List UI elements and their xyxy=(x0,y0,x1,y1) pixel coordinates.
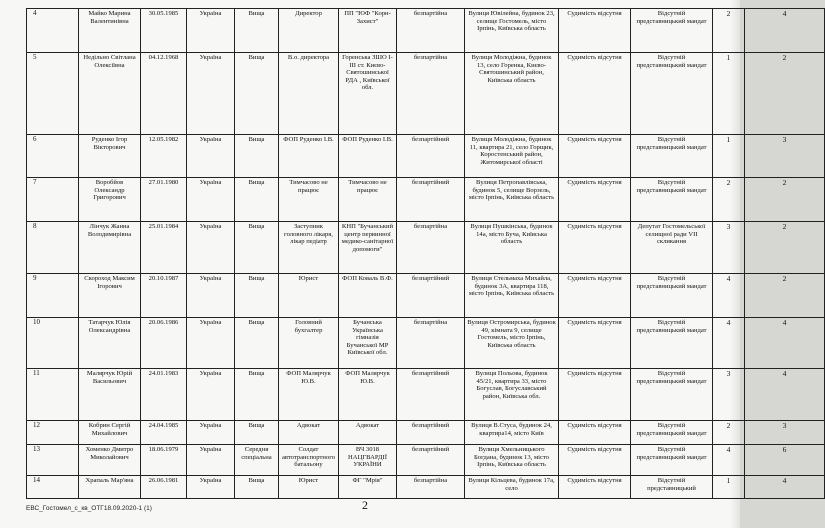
cell-count-1: 4 xyxy=(713,445,745,476)
cell-position: Тимчасово не працює xyxy=(279,178,339,222)
cell-number: 9 xyxy=(27,274,79,318)
cell-count-1: 2 xyxy=(713,421,745,445)
cell-count-1: 4 xyxy=(713,318,745,369)
candidates-table-wrap xyxy=(26,8,787,499)
cell-number: 6 xyxy=(27,135,79,178)
cell-workplace: Адвокат xyxy=(339,421,397,445)
page-number: 2 xyxy=(362,498,368,512)
table-row xyxy=(27,369,825,421)
cell-number: 12 xyxy=(27,421,79,445)
table-row xyxy=(27,274,825,318)
cell-workplace: Бучанська Українська гімназія Бучанської МР Київської обл. xyxy=(339,318,397,369)
cell-education: Вища xyxy=(235,53,279,135)
cell-address: Вулиця Хмельницького Богдана, будинок 13, місто Ірпінь, Київська область xyxy=(465,445,559,476)
cell-number: 14 xyxy=(27,476,79,499)
cell-mandate: Відсутній представницький мандат xyxy=(631,318,713,369)
cell-count-1: 2 xyxy=(713,9,745,53)
cell-party: безпартійний xyxy=(397,135,465,178)
cell-address: Вулиця Кільцева, будинок 17а, село xyxy=(465,476,559,499)
cell-dob: 20.06.1986 xyxy=(141,318,187,369)
cell-citizenship: Україна xyxy=(187,274,235,318)
cell-education: Вища xyxy=(235,274,279,318)
cell-position: Юрист xyxy=(279,274,339,318)
cell-mandate: Відсутній представницький мандат xyxy=(631,178,713,222)
cell-mandate: Відсутній представницький мандат xyxy=(631,9,713,53)
table-row xyxy=(27,318,825,369)
cell-citizenship: Україна xyxy=(187,421,235,445)
cell-count-2: 3 xyxy=(745,421,825,445)
cell-address: Вулиця Ювілейна, будинок 23, селище Гостомель, місто Ірпінь, Київська область xyxy=(465,9,559,53)
cell-citizenship: Україна xyxy=(187,9,235,53)
cell-party: безпартійний xyxy=(397,369,465,421)
cell-dob: 24.01.1983 xyxy=(141,369,187,421)
cell-mandate: Відсутній представницький мандат xyxy=(631,445,713,476)
cell-party: безпартійний xyxy=(397,421,465,445)
cell-name: Малярчук Юрій Васильович xyxy=(79,369,141,421)
cell-name: Руденко Ігор Вікторович xyxy=(79,135,141,178)
cell-citizenship: Україна xyxy=(187,476,235,499)
cell-position: ФОП Руденко І.В. xyxy=(279,135,339,178)
cell-name: Недільно Світлана Олексіївна xyxy=(79,53,141,135)
cell-workplace: Тимчасово не працює xyxy=(339,178,397,222)
cell-count-2: 2 xyxy=(745,274,825,318)
cell-conviction: Судимість відсутня xyxy=(559,178,631,222)
cell-education: Вища xyxy=(235,318,279,369)
cell-position: Директор xyxy=(279,9,339,53)
cell-workplace: ФОП Руденко І.В. xyxy=(339,135,397,178)
cell-conviction: Судимість відсутня xyxy=(559,135,631,178)
cell-number: 11 xyxy=(27,369,79,421)
table-body xyxy=(27,9,825,499)
cell-position: Головний бухгалтер xyxy=(279,318,339,369)
cell-address: Вулиця Остромирська, будинок 49, кімната 9, селище Гостомель, місто Ірпінь, Київська область xyxy=(465,318,559,369)
cell-count-2: 3 xyxy=(745,135,825,178)
table-row xyxy=(27,421,825,445)
cell-party: безпартійна xyxy=(397,222,465,274)
cell-citizenship: Україна xyxy=(187,445,235,476)
cell-number: 4 xyxy=(27,9,79,53)
cell-number: 5 xyxy=(27,53,79,135)
cell-position: Юрист xyxy=(279,476,339,499)
cell-number: 7 xyxy=(27,178,79,222)
cell-conviction: Судимість відсутня xyxy=(559,318,631,369)
cell-party: безпартійний xyxy=(397,274,465,318)
cell-citizenship: Україна xyxy=(187,178,235,222)
table-row xyxy=(27,135,825,178)
cell-name: Хоменко Дмитро Миколайович xyxy=(79,445,141,476)
cell-dob: 25.01.1984 xyxy=(141,222,187,274)
cell-party: безпартійна xyxy=(397,476,465,499)
cell-education: Вища xyxy=(235,369,279,421)
cell-dob: 24.04.1985 xyxy=(141,421,187,445)
cell-citizenship: Україна xyxy=(187,53,235,135)
cell-name: Воробйов Олександр Григорович xyxy=(79,178,141,222)
table-row xyxy=(27,222,825,274)
cell-conviction: Судимість відсутня xyxy=(559,445,631,476)
cell-count-1: 1 xyxy=(713,476,745,499)
cell-number: 8 xyxy=(27,222,79,274)
cell-count-2: 4 xyxy=(745,318,825,369)
cell-education: Вища xyxy=(235,178,279,222)
cell-number: 13 xyxy=(27,445,79,476)
cell-address: Вулиця Молодіжна, будинок 13, село Горенка, Києво-Святошинський район, Київська область xyxy=(465,53,559,135)
cell-count-1: 2 xyxy=(713,178,745,222)
cell-name: Храпаль Мар'яна xyxy=(79,476,141,499)
cell-dob: 12.05.1982 xyxy=(141,135,187,178)
cell-position: Заступник головного лікаря, лікар педіатр xyxy=(279,222,339,274)
cell-dob: 27.01.1980 xyxy=(141,178,187,222)
cell-conviction: Судимість відсутня xyxy=(559,476,631,499)
candidates-table xyxy=(26,8,825,499)
cell-conviction: Судимість відсутня xyxy=(559,53,631,135)
cell-count-1: 4 xyxy=(713,274,745,318)
cell-citizenship: Україна xyxy=(187,222,235,274)
cell-dob: 04.12.1968 xyxy=(141,53,187,135)
cell-name: Татарчук Юлія Олександрівна xyxy=(79,318,141,369)
cell-education: Вища xyxy=(235,222,279,274)
cell-count-1: 3 xyxy=(713,369,745,421)
table-row xyxy=(27,445,825,476)
cell-citizenship: Україна xyxy=(187,318,235,369)
cell-mandate: Відсутній представницький xyxy=(631,476,713,499)
cell-mandate: Депутат Гостомельської селищної ради VII скликання xyxy=(631,222,713,274)
cell-name: Кобрин Сергій Михайлович xyxy=(79,421,141,445)
cell-party: безпартійна xyxy=(397,318,465,369)
cell-number: 10 xyxy=(27,318,79,369)
cell-count-1: 3 xyxy=(713,222,745,274)
cell-mandate: Відсутній представницький мандат xyxy=(631,53,713,135)
cell-count-2: 4 xyxy=(745,369,825,421)
cell-position: Солдат автотранспортного батальону xyxy=(279,445,339,476)
cell-conviction: Судимість відсутня xyxy=(559,222,631,274)
footer-filename: ЕВС_Гостомел_с_кв_ОТГ18.09.2020-1 (1) xyxy=(26,505,152,512)
cell-education: Вища xyxy=(235,9,279,53)
cell-dob: 30.05.1985 xyxy=(141,9,187,53)
cell-position: ФОП Малярчук Ю.В. xyxy=(279,369,339,421)
cell-address: Вулиця Пушкінська, будинок 14а, місто Буча, Київська область xyxy=(465,222,559,274)
cell-count-2: 2 xyxy=(745,53,825,135)
cell-workplace: ВЧ 3018 НАЦГВАРДІЇ УКРАЇНИ xyxy=(339,445,397,476)
cell-count-2: 2 xyxy=(745,178,825,222)
table-row xyxy=(27,53,825,135)
cell-workplace: КНП "Бучанський центр первинної медико-санітарної допомоги" xyxy=(339,222,397,274)
cell-address: Вулиця Молодіжна, будинок 11, квартира 21, село Горщик, Коростенський район, Житомирської області xyxy=(465,135,559,178)
cell-count-2: 2 xyxy=(745,222,825,274)
cell-education: Вища xyxy=(235,476,279,499)
cell-party: безпартійний xyxy=(397,445,465,476)
cell-address: Вулиця Петропавлівська, будинок 5, селище Ворзель, місто Ірпінь, Київська область xyxy=(465,178,559,222)
cell-party: безпартійний xyxy=(397,178,465,222)
cell-name: Майко Марина Валентинівна xyxy=(79,9,141,53)
cell-conviction: Судимість відсутня xyxy=(559,421,631,445)
cell-workplace: ФОП Малярчук Ю.В. xyxy=(339,369,397,421)
cell-education: Вища xyxy=(235,421,279,445)
cell-dob: 18.06.1979 xyxy=(141,445,187,476)
cell-count-1: 1 xyxy=(713,135,745,178)
cell-education: Середня спеціальна xyxy=(235,445,279,476)
cell-conviction: Судимість відсутня xyxy=(559,274,631,318)
cell-count-1: 1 xyxy=(713,53,745,135)
cell-name: Скороход Максим Ігорович xyxy=(79,274,141,318)
cell-party: безпартійна xyxy=(397,9,465,53)
cell-mandate: Відсутній представницький мандат xyxy=(631,274,713,318)
cell-conviction: Судимість відсутня xyxy=(559,9,631,53)
cell-conviction: Судимість відсутня xyxy=(559,369,631,421)
cell-workplace: ФГ "Мрія" xyxy=(339,476,397,499)
cell-mandate: Відсутній представницький мандат xyxy=(631,369,713,421)
cell-count-2: 4 xyxy=(745,476,825,499)
cell-address: Вулиця Стельмаха Михайла, будинок 3А, квартира 118, місто Ірпінь, Київська область xyxy=(465,274,559,318)
cell-dob: 26.06.1981 xyxy=(141,476,187,499)
cell-party: безпартійна xyxy=(397,53,465,135)
cell-count-2: 4 xyxy=(745,9,825,53)
cell-address: Вулиця Польова, будинок 45/21, квартира 33, місто Богуслав, Богуславський район, Київська обл. xyxy=(465,369,559,421)
cell-workplace: ФОП Коваль В.Ф. xyxy=(339,274,397,318)
cell-citizenship: Україна xyxy=(187,369,235,421)
table-row xyxy=(27,476,825,499)
cell-workplace: Горенська ЗШО І-ІІІ ст. Києво-Святошинської РДА , Київської обл. xyxy=(339,53,397,135)
cell-count-2: 6 xyxy=(745,445,825,476)
cell-citizenship: Україна xyxy=(187,135,235,178)
cell-education: Вища xyxy=(235,135,279,178)
table-row xyxy=(27,178,825,222)
cell-name: Лінчук Жанна Володимирівна xyxy=(79,222,141,274)
cell-workplace: ПП "ЮФ "Корн-Захист" xyxy=(339,9,397,53)
cell-address: Вулиця В.Стуса, будинок 24, квартира14, місто Київ xyxy=(465,421,559,445)
cell-mandate: Відсутній представницький мандат xyxy=(631,135,713,178)
cell-mandate: Відсутній представницький мандат xyxy=(631,421,713,445)
table-row xyxy=(27,9,825,53)
cell-position: В.о. директора xyxy=(279,53,339,135)
cell-position: Адвокат xyxy=(279,421,339,445)
page-edge-shadow xyxy=(730,0,740,528)
cell-dob: 20.10.1987 xyxy=(141,274,187,318)
